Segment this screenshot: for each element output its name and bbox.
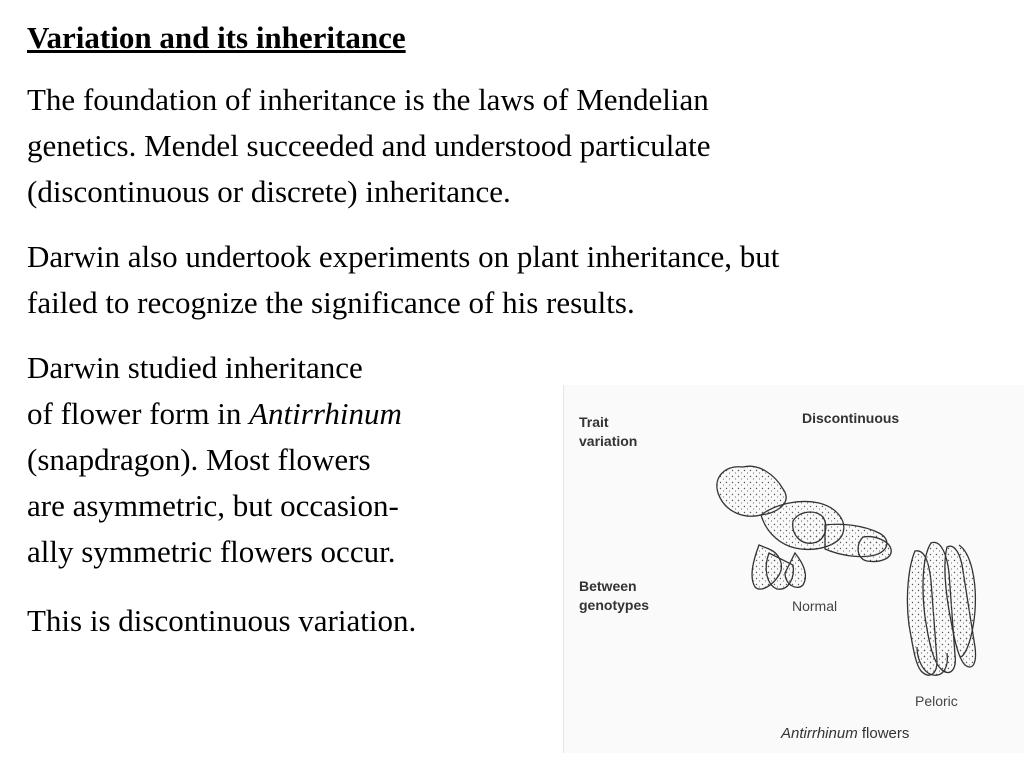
caption-text: flowers [857,725,910,742]
text-fragment: of flower form in [27,396,250,431]
paragraph-conclusion: This is discontinuous variation. [27,603,417,638]
text-line: are asymmetric, but occasion- [27,488,399,523]
paragraph-mendel [27,77,1002,215]
antirrhinum-figure [563,385,1024,753]
text-line: (discontinuous or discrete) inheritance. [27,174,511,209]
figure-caption [781,724,909,743]
label-line: variation [579,433,638,449]
text-line: The foundation of inheritance is the laws of Mendelian [27,82,709,117]
text-line: failed to recognize the significance of his results. [27,285,635,320]
normal-flower-label: Normal [792,598,838,614]
paragraph-darwin-experiments [27,234,1002,326]
slide-title: Variation and its inheritance [27,20,406,55]
label-line: Between [579,578,637,594]
text-line: ally symmetric flowers occur. [27,534,396,569]
between-genotypes-label [579,577,649,615]
discontinuous-header: Discontinuous [802,410,900,426]
text-line: (snapdragon). Most flowers [27,442,371,477]
text-line: Darwin also undertook experiments on plant inheritance, but [27,239,780,274]
caption-species: Antirrhinum [781,725,858,742]
peloric-flower-label: Peloric [915,693,958,709]
label-line: Trait [579,414,609,430]
trait-variation-label [579,413,637,451]
text-line: Darwin studied inheritance [27,350,363,385]
paragraph-antirrhinum [27,345,547,575]
peloric-flower-drawing [907,542,975,675]
normal-flower-drawing [717,466,891,589]
text-line: genetics. Mendel succeeded and understood particulate [27,128,711,163]
text-line [27,391,547,437]
species-name: Antirrhinum [249,396,402,431]
label-line: genotypes [579,597,650,613]
